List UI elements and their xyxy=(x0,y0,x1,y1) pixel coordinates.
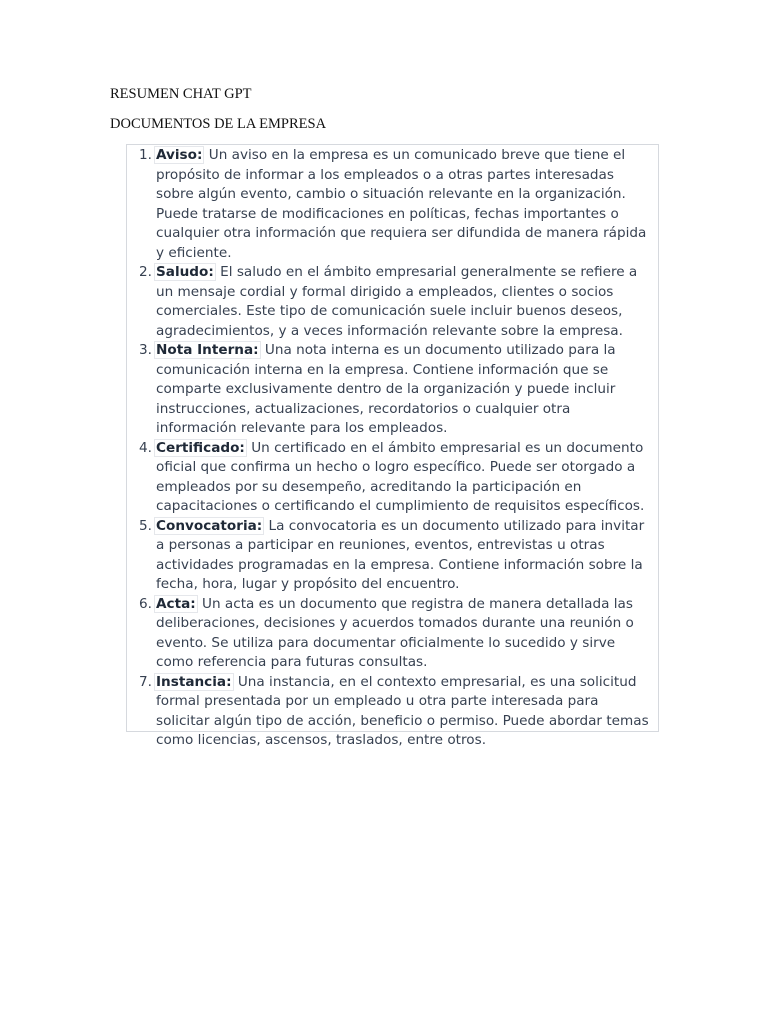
list-item xyxy=(127,341,658,439)
item-description: Un certificado en el ámbito empresarial es un documento oficial que confirma un hecho o logro específico. Puede ser otorgado a empleados por su desempeño, acreditando la participación en capacitaciones o certificando el cumplimiento de requisitos específicos. xyxy=(156,439,645,514)
item-description: Una nota interna es un documento utilizado para la comunicación interna en la empresa. Contiene información que se comparte exclusivamente dentro de la organización y puede incluir instrucciones, actualizaciones, recordatorios o cualquier otra información relevante para los empleados. xyxy=(156,342,616,436)
item-number: 2. xyxy=(139,264,152,280)
document-subtitle: DOCUMENTOS DE LA EMPRESA xyxy=(110,116,327,132)
item-number: 5. xyxy=(139,517,152,534)
document-title: RESUMEN CHAT GPT xyxy=(110,86,252,102)
list-item xyxy=(127,595,658,673)
item-term: Convocatoria: xyxy=(156,517,263,534)
item-number: 7. xyxy=(139,673,152,690)
item-description: La convocatoria es un documento utilizado para invitar a personas a participar en reuniones, eventos, entrevistas u otras actividades programadas en la empresa. Contiene información sobre la fecha, hora, lugar y propósito del encuentro. xyxy=(156,517,645,592)
item-term: Instancia: xyxy=(156,673,232,690)
item-term: Certificado: xyxy=(156,439,245,456)
list-item xyxy=(127,146,658,263)
item-description: Un aviso en la empresa es un comunicado breve que tiene el propósito de informar a los empleados o a otras partes interesadas sobre algún evento, cambio o situación relevante en la organización. Puede tratarse de modificaciones en políticas, fechas importantes o cualquier otra información que requiera ser difundida de manera rápida y eficiente. xyxy=(156,147,647,261)
list-item xyxy=(127,439,658,517)
item-number: 3. xyxy=(139,342,152,358)
item-number: 6. xyxy=(139,595,152,612)
item-term: Aviso: xyxy=(156,147,203,163)
definitions-box xyxy=(126,144,659,748)
item-term: Acta: xyxy=(156,595,196,612)
list-item xyxy=(127,517,658,595)
item-description: Una instancia, en el contexto empresarial, es una solicitud formal presentada por un empleado u otra parte interesada para solicitar algún tipo de acción, beneficio o permiso. Puede abordar temas como licencias, ascensos, traslados, entre otros. xyxy=(156,673,649,748)
list-item xyxy=(127,263,658,341)
item-description: Un acta es un documento que registra de manera detallada las deliberaciones, decisiones y acuerdos tomados durante una reunión o evento. Se utiliza para documentar oficialmente lo sucedido y sirve como referencia para futuras consultas. xyxy=(156,595,634,670)
definitions-list xyxy=(127,146,658,751)
item-description: El saludo en el ámbito empresarial generalmente se refiere a un mensaje cordial y formal dirigido a empleados, clientes o socios comerciales. Este tipo de comunicación suele incluir buenos deseos, agradecimientos, y a veces información relevante sobre la empresa. xyxy=(156,264,638,339)
item-term: Saludo: xyxy=(156,264,214,280)
item-term: Nota Interna: xyxy=(156,342,259,358)
item-number: 1. xyxy=(139,147,152,163)
list-item xyxy=(127,673,658,751)
item-number: 4. xyxy=(139,439,152,456)
